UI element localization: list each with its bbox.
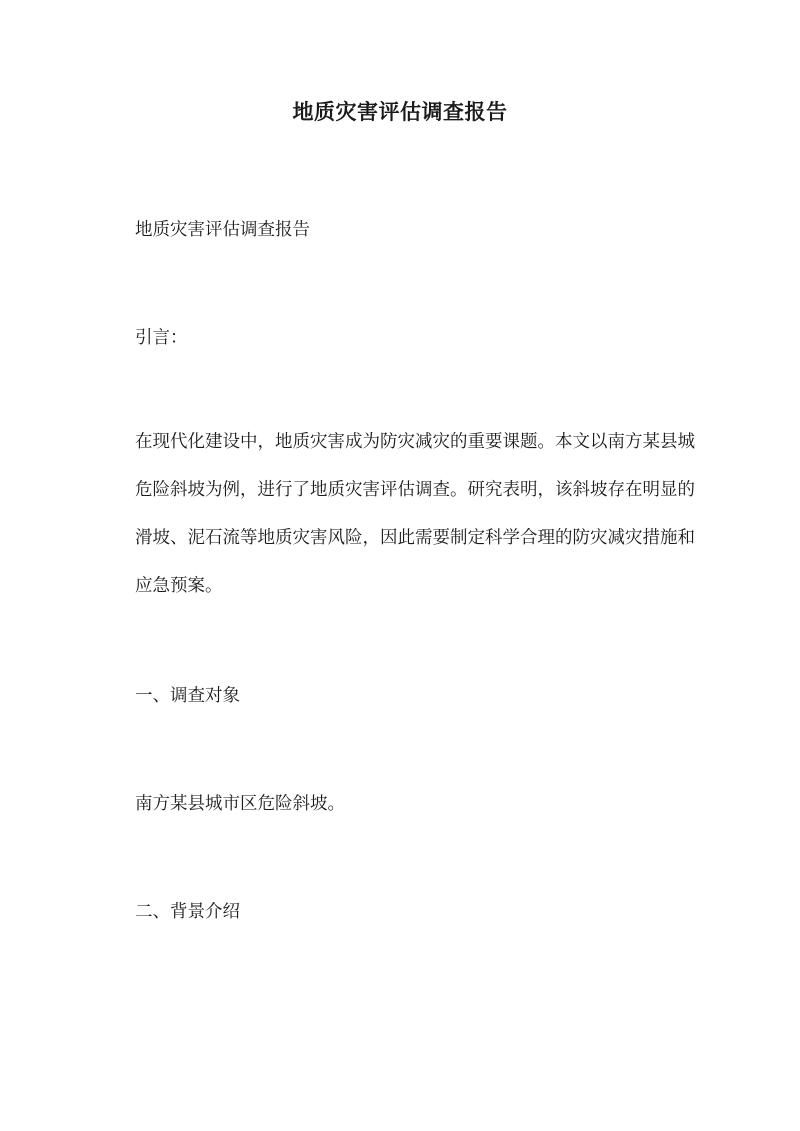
- document-title: 地质灾害评估调查报告: [292, 99, 508, 124]
- section-heading-survey-object: 一、调查对象: [135, 686, 240, 706]
- section-heading-background: 二、背景介绍: [135, 902, 240, 922]
- survey-object-paragraph: 南方某县城市区危险斜坡。: [135, 794, 345, 814]
- introduction-paragraph: 在现代化建设中，地质灾害成为防灾减灾的重要课题。本文以南方某县城危险斜坡为例，进行了地质灾害评估调查。研究表明，该斜坡存在明显的滑坡、泥石流等地质灾害风险，因此需要制定科学合理的防灾减灾措施和应急预案。: [135, 432, 695, 596]
- introduction-heading: 引言：: [135, 328, 188, 348]
- subtitle-paragraph: 地质灾害评估调查报告: [135, 220, 310, 240]
